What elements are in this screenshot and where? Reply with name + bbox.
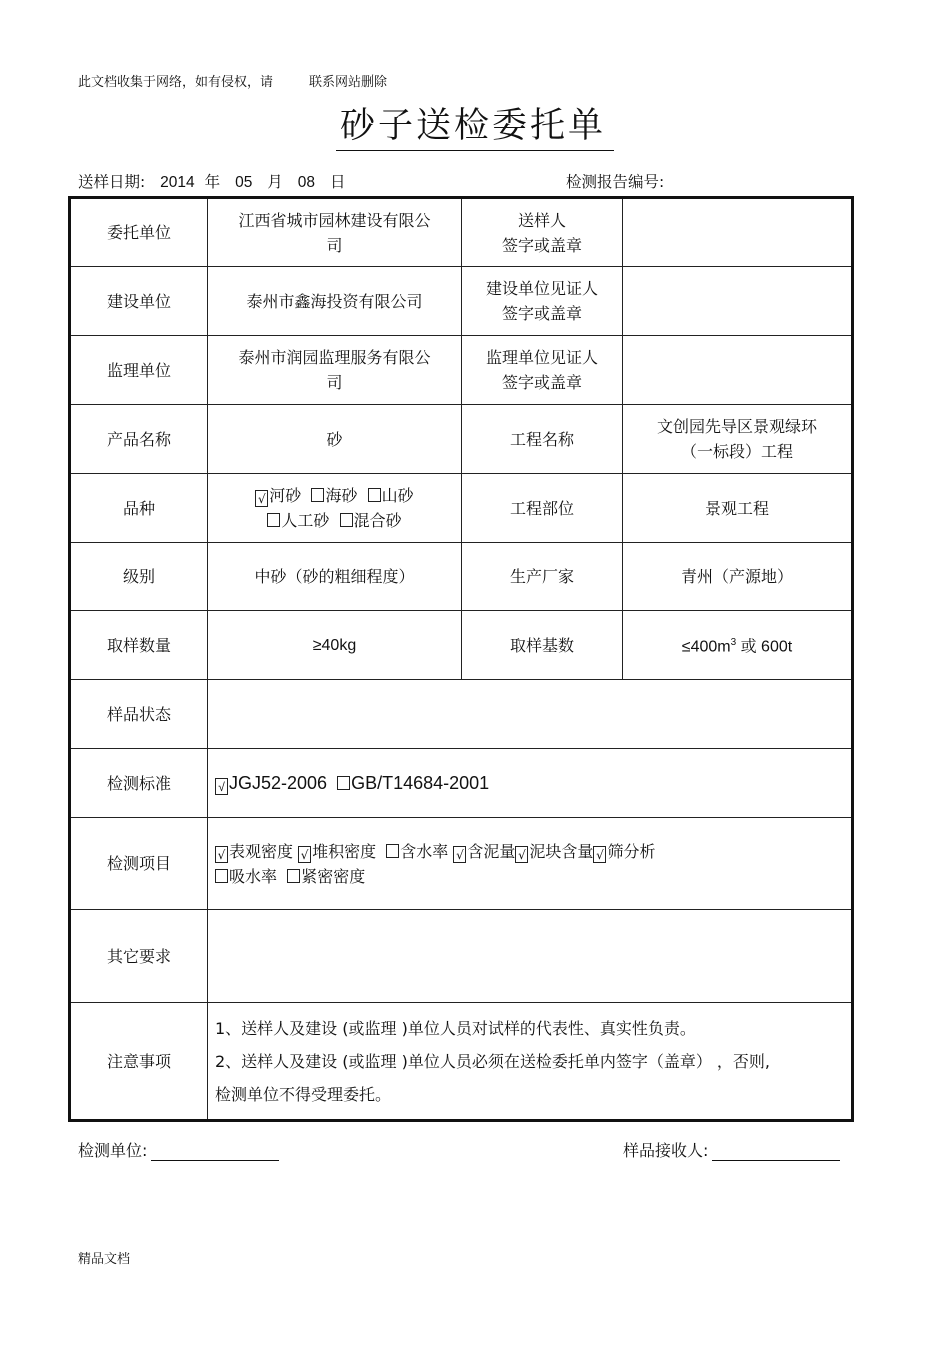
project-part-label: 工程部位 xyxy=(462,474,623,543)
sample-receiver-line xyxy=(623,1138,840,1161)
notice-part2: 联系网站删除 xyxy=(309,75,388,90)
page-title-text: 砂子送检委托单 xyxy=(336,98,614,151)
project-name-value: 文创园先导区景观绿环 （一标段）工程 xyxy=(623,405,853,474)
client-value: 江西省城市园林建设有限公 司 xyxy=(208,198,462,267)
manufacturer-label: 生产厂家 xyxy=(462,543,623,611)
mud-content-checkbox[interactable]: √ xyxy=(453,846,466,863)
project-part-value: 景观工程 xyxy=(623,474,853,543)
testing-unit-line xyxy=(78,1138,279,1161)
sample-state-field[interactable] xyxy=(208,680,853,749)
water-absorption-label: 吸水率 xyxy=(229,866,278,886)
supervisor-label: 监理单位 xyxy=(70,336,208,405)
notes-content xyxy=(208,1003,853,1121)
project-name-label: 工程名称 xyxy=(462,405,623,474)
grade-value: 中砂（砂的粗细程度） xyxy=(208,543,462,611)
test-standard-options xyxy=(208,749,853,818)
page-title xyxy=(0,98,950,151)
sea-sand-label: 海砂 xyxy=(325,486,358,505)
sample-quantity-value: ≥40kg xyxy=(208,611,462,680)
sieve-analysis-checkbox[interactable]: √ xyxy=(593,846,606,863)
manufacturer-value: 青州（产源地） xyxy=(623,543,853,611)
sample-quantity-label: 取样数量 xyxy=(70,611,208,680)
date-label: 送样日期: xyxy=(78,173,146,191)
testing-unit-field[interactable] xyxy=(151,1138,279,1161)
mixed-sand-label: 混合砂 xyxy=(353,511,402,530)
test-items-options xyxy=(208,818,853,910)
sea-sand-checkbox[interactable] xyxy=(311,488,324,502)
supervisor-witness-label: 监理单位见证人 签字或盖章 xyxy=(462,336,623,405)
notes-label: 注意事项 xyxy=(70,1003,208,1121)
moisture-label: 含水率 xyxy=(400,841,449,861)
sample-receiver-field[interactable] xyxy=(712,1138,840,1161)
date-year: 2014 xyxy=(160,174,195,191)
artificial-sand-label: 人工砂 xyxy=(281,511,330,530)
gbt14684-label: GB/T14684-2001 xyxy=(351,772,490,793)
sample-base-value: $\le 400m^3$ 或 600t xyxy=(623,611,853,680)
testing-unit-label: 检测单位: xyxy=(78,1141,148,1160)
table-row xyxy=(70,611,853,680)
note-line-3: 检测单位不得受理委托。 xyxy=(215,1084,392,1104)
sample-state-label: 样品状态 xyxy=(70,680,208,749)
builder-value: 泰州市鑫海投资有限公司 xyxy=(208,267,462,336)
bulk-density-label: 堆积密度 xyxy=(312,841,377,861)
sender-sign-field[interactable] xyxy=(623,198,853,267)
builder-witness-field[interactable] xyxy=(623,267,853,336)
date-day: 08 xyxy=(297,174,315,191)
supervisor-value: 泰州市润园监理服务有限公 司 xyxy=(208,336,462,405)
mixed-sand-checkbox[interactable] xyxy=(340,513,353,527)
clay-lump-checkbox[interactable]: √ xyxy=(515,846,528,863)
sample-receiver-label: 样品接收人: xyxy=(623,1141,709,1160)
test-standard-label: 检测标准 xyxy=(70,749,208,818)
note-line-2: 2、送样人及建设 (或监理 )单位人员必须在送检委托单内签字（盖章） ，否则, xyxy=(215,1051,771,1071)
compact-density-checkbox[interactable] xyxy=(287,869,300,883)
mountain-sand-checkbox[interactable] xyxy=(368,488,381,502)
grade-label: 级别 xyxy=(70,543,208,611)
builder-witness-label: 建设单位见证人 签字或盖章 xyxy=(462,267,623,336)
copyright-notice xyxy=(78,71,387,90)
day-unit: 日 xyxy=(329,173,346,191)
variety-options xyxy=(208,474,462,543)
apparent-density-checkbox[interactable]: √ xyxy=(215,846,228,863)
table-row xyxy=(70,543,853,611)
compact-density-label: 紧密密度 xyxy=(301,866,366,886)
table-row xyxy=(70,405,853,474)
product-label: 产品名称 xyxy=(70,405,208,474)
river-sand-label: 河砂 xyxy=(269,486,302,505)
bulk-density-checkbox[interactable]: √ xyxy=(298,846,311,863)
other-requirements-label: 其它要求 xyxy=(70,910,208,1003)
table-row xyxy=(70,680,853,749)
gbt14684-checkbox[interactable] xyxy=(337,776,350,790)
report-number-label: 检测报告编号: xyxy=(566,173,665,191)
mud-content-label: 含泥量 xyxy=(467,841,516,861)
jgj52-label: JGJ52-2006 xyxy=(229,772,328,793)
client-label: 委托单位 xyxy=(70,198,208,267)
clay-lump-label: 泥块含量 xyxy=(529,841,594,861)
year-unit: 年 xyxy=(204,173,221,191)
table-row xyxy=(70,198,853,267)
variety-label: 品种 xyxy=(70,474,208,543)
other-requirements-field[interactable] xyxy=(208,910,853,1003)
sample-date-line xyxy=(78,170,355,192)
table-row xyxy=(70,749,853,818)
month-unit: 月 xyxy=(267,173,283,191)
test-items-label: 检测项目 xyxy=(70,818,208,910)
mountain-sand-label: 山砂 xyxy=(381,486,414,505)
footer-note: 精品文档 xyxy=(78,1252,131,1267)
table-row xyxy=(70,818,853,910)
river-sand-checkbox[interactable]: √ xyxy=(255,490,268,507)
table-row xyxy=(70,910,853,1003)
table-row xyxy=(70,336,853,405)
notice-part1: 此文档收集于网络，如有侵权，请 xyxy=(78,75,274,90)
table-row xyxy=(70,1003,853,1121)
sample-base-label: 取样基数 xyxy=(462,611,623,680)
supervisor-witness-field[interactable] xyxy=(623,336,853,405)
water-absorption-checkbox[interactable] xyxy=(215,869,228,883)
sieve-analysis-label: 筛分析 xyxy=(607,841,656,861)
builder-label: 建设单位 xyxy=(70,267,208,336)
product-value: 砂 xyxy=(208,405,462,474)
jgj52-checkbox[interactable]: √ xyxy=(215,778,228,795)
entrust-form-table xyxy=(68,196,854,1122)
note-line-1: 1、送样人及建设 (或监理 )单位人员对试样的代表性、真实性负责。 xyxy=(215,1018,696,1038)
artificial-sand-checkbox[interactable] xyxy=(267,513,280,527)
date-month: 05 xyxy=(235,174,253,191)
table-row xyxy=(70,267,853,336)
moisture-checkbox[interactable] xyxy=(386,844,399,858)
apparent-density-label: 表观密度 xyxy=(229,841,294,861)
table-row xyxy=(70,474,853,543)
sender-sign-label: 送样人 签字或盖章 xyxy=(462,198,623,267)
